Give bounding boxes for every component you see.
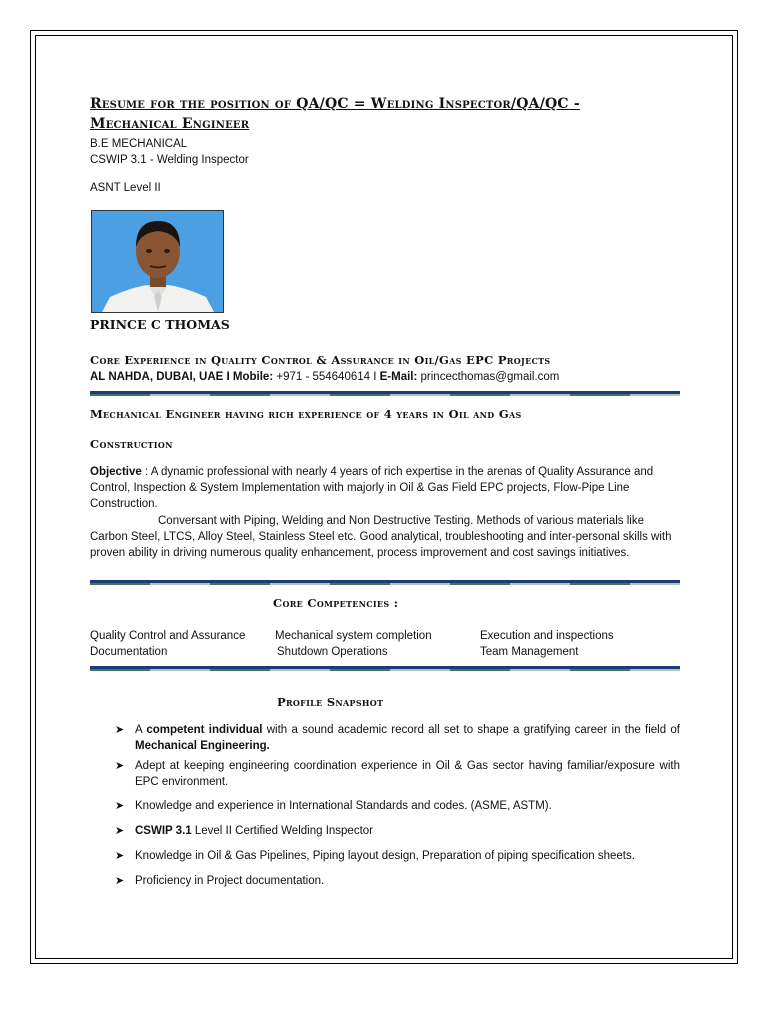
competency-item: Team Management [480, 646, 579, 658]
bullet-arrow-icon: ➤ [115, 760, 125, 772]
headline-line1: Mechanical Engineer having rich experience of 4 years in Oil and Gas [90, 407, 522, 421]
divider-rule [90, 580, 680, 585]
objective-text: : A dynamic professional with nearly 4 years of rich expertise in the arenas of Quality Assurance and Control, Inspection & System Implementation with majorly in Oil & Gas Field EPC projects, Flow-Pipe Line Construction. [90, 466, 654, 510]
candidate-name: PRINCE C THOMAS [90, 317, 230, 332]
competency-item: Mechanical system completion [275, 630, 432, 642]
competency-item: Shutdown Operations [277, 646, 388, 658]
contact-line [90, 369, 559, 385]
resume-title-line2: Mechanical Engineer [90, 116, 250, 132]
resume-title-line1: Resume for the position of QA/QC = Welding Inspector/QA/QC - [90, 96, 580, 112]
bullet-arrow-icon: ➤ [115, 800, 125, 812]
objective-paragraph [90, 464, 680, 512]
contact-address: AL NAHDA, DUBAI, UAE I Mobile: [90, 371, 274, 383]
contact-mobile: +971 - 554640614 I [273, 371, 380, 383]
bullet-arrow-icon: ➤ [115, 724, 125, 736]
objective-paragraph-2: Conversant with Piping, Welding and Non Destructive Testing. Methods of various materials like Carbon Steel, LTCS, Alloy Steel, Stainless Steel etc. Good analytical, troubleshooting and inter-personal skills with proven ability in driving numerous quality enhancement, process improvement and cost savings initiatives. [90, 515, 672, 559]
profile-photo [91, 210, 224, 313]
list-item: Adept at keeping engineering coordination experience in Oil & Gas sector having familiar/exposure with EPC environment. [135, 760, 680, 788]
list-item: CSWIP 3.1 Level II Certified Welding Inspector [135, 825, 373, 837]
divider-rule [90, 391, 680, 396]
bullet-arrow-icon: ➤ [115, 875, 125, 887]
list-item: Knowledge and experience in International Standards and codes. (ASME, ASTM). [135, 800, 552, 812]
competency-item: Documentation [90, 646, 168, 658]
profile-photo-illustration [92, 211, 223, 312]
core-competencies-heading: Core Competencies : [273, 596, 399, 610]
contact-email[interactable]: princecthomas@gmail.com [417, 371, 560, 383]
certification-cswip: CSWIP 3.1 - Welding Inspector [90, 154, 249, 166]
profile-snapshot-heading: Profile Snapshot [277, 695, 384, 709]
competency-item: Quality Control and Assurance [90, 630, 246, 642]
core-experience-line: Core Experience in Quality Control & Assurance in Oil/Gas EPC Projects [90, 353, 551, 367]
divider-rule [90, 666, 680, 671]
headline-line2: Construction [90, 437, 173, 451]
bullet-arrow-icon: ➤ [115, 850, 125, 862]
resume-title [90, 94, 690, 134]
certification-asnt: ASNT Level II [90, 182, 161, 194]
competency-item: Execution and inspections [480, 630, 614, 642]
contact-email-label: E-Mail: [379, 371, 418, 383]
bullet-arrow-icon: ➤ [115, 825, 125, 837]
list-item: Knowledge in Oil & Gas Pipelines, Piping layout design, Preparation of piping specification sheets. [135, 850, 635, 862]
degree: B.E MECHANICAL [90, 138, 188, 150]
objective-label: Objective [90, 466, 142, 478]
list-item: Proficiency in Project documentation. [135, 875, 325, 887]
list-item: A competent individual with a sound academic record all set to shape a gratifying career in the field of Mechanical Engineering. [135, 724, 681, 752]
